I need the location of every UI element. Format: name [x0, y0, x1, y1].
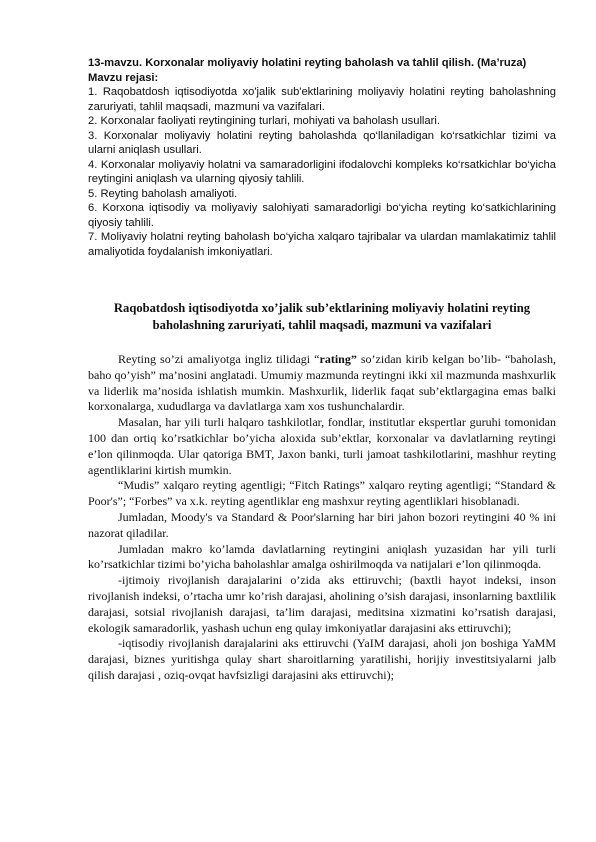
paragraph: Jumladan, Moody's va Standard & Poor'slarning har biri jahon bozori reytingini 40 % ini nazorat qiladilar. [88, 509, 556, 540]
plan-item: 7. Moliyaviy holatni reyting baholash bo‘yicha xalqaro tajribalar va ulardan mamlakatimiz tahlil amaliyotida foydalanish imkoniyatlari. [88, 231, 556, 258]
lecture-title: 13-mavzu. Korxonalar moliyaviy holatini reyting baholash va tahlil qilish. (Ma’ruza) [88, 57, 527, 69]
plan-subtitle: Mavzu rejasi: [88, 71, 159, 84]
lecture-plan [88, 56, 556, 259]
paragraph [88, 352, 556, 415]
plan-item: 6. Korxona iqtisodiy va moliyaviy salohiyati samaradorligi bo‘yicha reyting ko‘satkichlarining qiyosiy tahlili. [88, 202, 556, 229]
plan-item: 4. Korxonalar moliyaviy holatni va samaradorligini ifodalovchi kompleks ko‘rsatkichlar bo‘yicha reytingini aniqlash va ularning qiyosiy tahlili. [88, 158, 556, 185]
plan-item: 5. Reyting baholash amaliyoti. [88, 187, 238, 200]
text-run: Reyting so’zi amaliyotga ingliz tilidagi “ [118, 352, 320, 366]
plan-item: 3. Korxonalar moliyaviy holatini reyting baholashda qo‘llaniladigan ko‘rsatkichlar tizimi va ularni aniqlash usullari. [88, 129, 556, 156]
plan-item: 2. Korxonalar faoliyati reytingining turlari, mohiyati va baholash usullari. [88, 115, 440, 127]
bold-term: rating” [319, 352, 357, 366]
text-run: so’zidan kirib kelgan bo’lib- “baholash, baho qo’yish” ma’nosini anglatadi. Umumiy mazmunda reytingni ikki xil mazmunda mashxurlik va liderlik ma’nosida ishlatish mumkin. Mashxurlik, liderlik faqat sub’ektlargagina emas balki korxonalarga, xududlarga va davlatlarga xam xos tushunchalardir. [88, 352, 556, 414]
paragraph: Masalan, har yili turli halqaro tashkilotlar, fondlar, institutlar ekspertlar guruhi tomonidan 100 dan ortiq ko’rsatkichlar bo’yicha aloxida sub’ektlar, korxonalar va davlatlarning reytingi e’lon qilinmoqda. Ular qatoriga BMT, Jaxon banki, turli jamoat tashkilotlarini, mashhur reyting agentliklarini kirtish mumkin. [88, 415, 556, 477]
body-text [88, 352, 556, 684]
plan-item: 1. Raqobatdosh iqtisodiyotda xo'jalik sub'ektlarining moliyaviy holatini reyting baholashning zaruriyati, tahlil maqsadi, mazmuni va vazifalari. [88, 86, 556, 113]
paragraph: Jumladan makro ko’lamda davlatlarning reytingini aniqlash yuzasidan har yili turli ko’rsatkichlar tizimi bo’yicha baholashlar amalga oshirilmoqda va natijalari e’lon qilinmoqda. [88, 541, 556, 572]
paragraph: -iqtisodiy rivojlanish darajalarini aks ettiruvchi (YaIM darajasi, aholi jon boshiga YaMM darajasi, biznes yuritishga qulay shart sharoitlarning yaratilishi, horijiy investitsiyalarni jalb qilish darajasi , oziq-ovqat havfsizligi darajasini aks ettiruvchi); [88, 636, 556, 682]
paragraph: -ijtimoiy rivojlanish darajalarini o’zida aks ettiruvchi; (baxtli hayot indeksi, inson rivojlanish indeksi, o’rtacha umr ko’rish darajasi, aholining o’sish darajasi, insonlarning baxtlilik darajasi, sotsial rivojlanish darajasi, ta’lim darajasi, meditsina xizmatini ko’rsatish darajasi, ekologik samaradorlik, yashash uchun eng qulay imkoniyatlar darajasini aks ettiruvchi); [88, 573, 556, 635]
paragraph: “Mudis” xalqaro reyting agentligi; “Fitch Ratings” xalqaro reyting agentligi; “Standard & Poor's”; “Forbes” va x.k. reyting agentliklar eng mashxur reyting agentliklari hisoblanadi. [88, 478, 556, 509]
section-heading: Raqobatdosh iqtisodiyotda xo’jalik sub’ektlarining moliyaviy holatini reyting baholashning zaruriyati, tahlil maqsadi, mazmuni va vazifalari [113, 301, 531, 332]
